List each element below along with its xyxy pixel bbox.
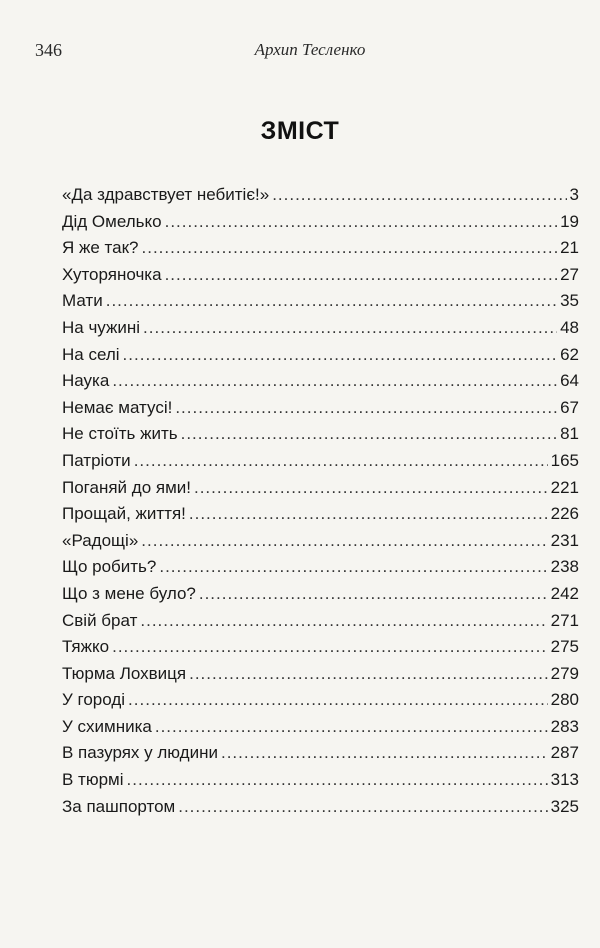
dot-leader xyxy=(178,794,547,821)
dot-leader xyxy=(140,608,547,635)
toc-entry xyxy=(62,687,579,714)
dot-leader xyxy=(134,448,548,475)
toc-entry xyxy=(62,528,579,555)
toc-entry-page: 313 xyxy=(550,770,579,790)
toc-entry-title: На селі xyxy=(62,344,120,364)
dot-leader xyxy=(165,262,558,289)
toc-entry xyxy=(62,581,579,608)
toc-entry xyxy=(62,608,579,635)
toc-entry xyxy=(62,767,579,794)
dot-leader xyxy=(155,714,548,741)
dot-leader xyxy=(141,528,547,555)
toc-entry-page: 275 xyxy=(550,637,579,657)
dot-leader xyxy=(106,288,557,315)
toc-entry xyxy=(62,315,579,342)
running-head: Архип Тесленко xyxy=(254,40,366,59)
toc-entry xyxy=(62,501,579,528)
toc-entry-page: 242 xyxy=(550,583,579,603)
toc-entry-page: 226 xyxy=(550,504,579,524)
dot-leader xyxy=(181,421,557,448)
toc-entry-page: 231 xyxy=(550,530,579,550)
dot-leader xyxy=(165,209,557,236)
toc-entry-title: Що робить? xyxy=(62,557,157,577)
dot-leader xyxy=(194,475,548,502)
toc-entry-title: На чужині xyxy=(62,317,141,337)
toc-entry-page: 48 xyxy=(560,317,579,337)
toc-entry-title: Немає матусі! xyxy=(62,397,173,417)
toc-entry-title: Я же так? xyxy=(62,238,139,258)
toc-entry-page: 35 xyxy=(560,291,579,311)
toc-entry-page: 27 xyxy=(560,264,579,284)
dot-leader xyxy=(272,182,566,209)
toc-entry-page: 19 xyxy=(560,211,579,231)
toc-list xyxy=(62,182,579,820)
toc-entry xyxy=(62,182,579,209)
toc-entry-title: Наука xyxy=(62,371,110,391)
toc-entry-title: «Радощі» xyxy=(62,530,139,550)
toc-entry-page: 287 xyxy=(550,743,579,763)
toc-entry-title: У городі xyxy=(62,690,126,710)
toc-entry-title: Хуторяночка xyxy=(62,264,162,284)
dot-leader xyxy=(143,315,557,342)
dot-leader xyxy=(175,395,557,422)
toc-entry-title: Поганяй до ями! xyxy=(62,477,191,497)
dot-leader xyxy=(128,687,548,714)
toc-entry xyxy=(62,342,579,369)
dot-leader xyxy=(112,368,557,395)
toc-entry-page: 221 xyxy=(550,477,579,497)
dot-leader xyxy=(123,342,558,369)
toc-entry-page: 21 xyxy=(560,238,579,258)
toc-entry-title: В тюрмі xyxy=(62,770,124,790)
toc-entry-title: Що з мене було? xyxy=(62,583,196,603)
toc-entry-title: Тюрма Лохвиця xyxy=(62,663,187,683)
dot-leader xyxy=(189,661,548,688)
toc-entry-title: Мати xyxy=(62,291,103,311)
toc-entry-page: 279 xyxy=(550,663,579,683)
toc-entry-title: Дід Омелько xyxy=(62,211,162,231)
toc-entry-page: 283 xyxy=(550,716,579,736)
toc-entry-page: 3 xyxy=(569,185,579,204)
toc-entry xyxy=(62,714,579,741)
toc-entry xyxy=(62,661,579,688)
dot-leader xyxy=(189,501,548,528)
toc-entry-page: 64 xyxy=(560,371,579,391)
toc-entry-title: Тяжко xyxy=(62,637,110,657)
toc-entry-title: Не стоїть жить xyxy=(62,424,178,444)
dot-leader xyxy=(127,767,548,794)
toc-entry xyxy=(62,288,579,315)
toc-entry xyxy=(62,740,579,767)
toc-entry xyxy=(62,395,579,422)
toc-entry-page: 81 xyxy=(560,424,579,444)
dot-leader xyxy=(221,740,548,767)
page-number: 346 xyxy=(35,40,62,60)
toc-entry-title: Свій брат xyxy=(62,610,138,630)
toc-entry-page: 165 xyxy=(550,450,579,470)
toc-entry-page: 62 xyxy=(560,344,579,364)
toc-entry xyxy=(62,634,579,661)
toc-entry-page: 271 xyxy=(550,610,579,630)
toc-entry xyxy=(62,448,579,475)
toc-entry-page: 238 xyxy=(550,557,579,577)
toc-entry-title: «Да здравствует небитіє!» xyxy=(62,185,270,204)
toc-entry-page: 325 xyxy=(550,796,579,816)
toc-title: ЗМІСТ xyxy=(260,117,340,145)
toc-entry xyxy=(62,368,579,395)
toc-entry-page: 67 xyxy=(560,397,579,417)
toc-entry-title: За пашпортом xyxy=(62,796,176,816)
dot-leader xyxy=(142,235,558,262)
toc-entry xyxy=(62,794,579,821)
toc-entry-title: Прощай, життя! xyxy=(62,504,186,524)
toc-entry xyxy=(62,554,579,581)
dot-leader xyxy=(112,634,548,661)
toc-entry xyxy=(62,262,579,289)
toc-entry xyxy=(62,235,579,262)
toc-entry-title: В пазурях у людини xyxy=(62,743,218,763)
toc-entry xyxy=(62,209,579,236)
toc-entry xyxy=(62,475,579,502)
toc-entry xyxy=(62,421,579,448)
toc-entry-title: У схимника xyxy=(62,716,152,736)
toc-entry-page: 280 xyxy=(550,690,579,710)
dot-leader xyxy=(159,554,547,581)
dot-leader xyxy=(199,581,548,608)
toc-entry-title: Патріоти xyxy=(62,450,131,470)
